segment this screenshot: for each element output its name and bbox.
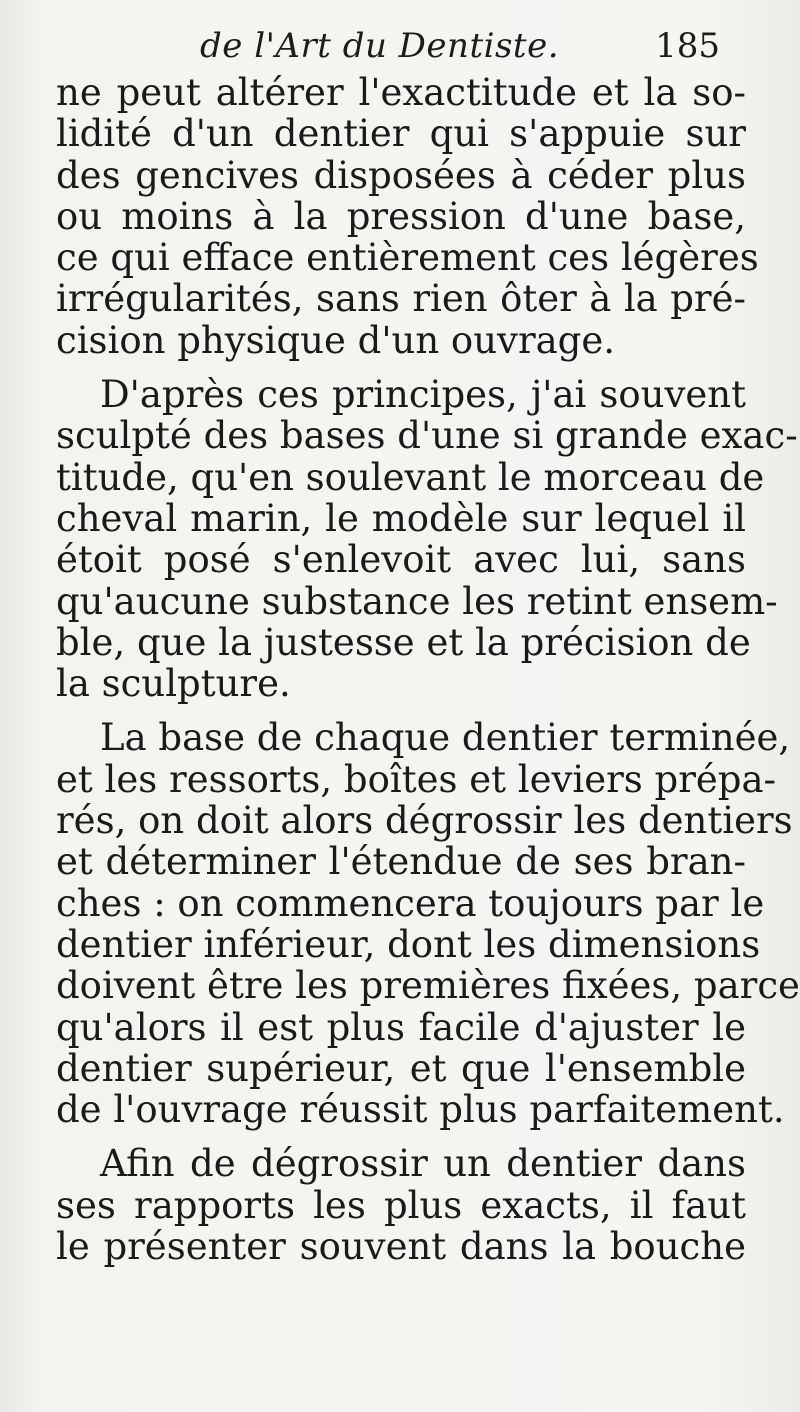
text-line: ses rapports les plus exacts, il faut (56, 1183, 746, 1227)
text-line: et déterminer l'étendue de ses bran- (56, 840, 746, 884)
text-line: La base de chaque dentier terminée, (100, 716, 791, 760)
text-line: sculpté des bases d'une si grande exac- (56, 414, 798, 458)
text-line: de l'ouvrage réussit plus parfaitement. (56, 1088, 785, 1132)
text-line: doivent être les premières fixées, parce (56, 964, 800, 1008)
text-line: dentier inférieur, dont les dimensions (56, 922, 761, 966)
body-text (56, 71, 800, 1280)
text-line: ce qui efface entièrement ces légères (56, 236, 759, 280)
page-header (60, 26, 720, 74)
paragraph-3 (56, 716, 800, 1132)
page-number: 185 (655, 26, 720, 66)
text-line: ou moins à la pression d'une base, (56, 194, 746, 238)
text-line: titude, qu'en soulevant le morceau de (56, 455, 765, 499)
text-line: dentier supérieur, et que l'ensemble (56, 1046, 746, 1090)
text-line: irrégularités, sans rien ôter à la pré- (56, 277, 746, 321)
paragraph-1 (56, 71, 759, 362)
text-line: ble, que la justesse et la précision de (56, 620, 751, 664)
text-line: la sculpture. (56, 662, 291, 706)
running-title: de l'Art du Dentiste. (200, 26, 560, 66)
paragraph-2 (56, 373, 798, 706)
text-line: et les ressorts, boîtes et leviers prépa- (56, 757, 777, 801)
text-line: des gencives disposées à céder plus (56, 153, 746, 197)
text-line: D'après ces principes, j'ai souvent (100, 373, 746, 417)
text-line: qu'alors il est plus facile d'ajuster le (56, 1005, 746, 1049)
text-line: le présenter souvent dans la bouche (56, 1225, 746, 1269)
text-line: Afin de dégrossir un dentier dans (100, 1142, 746, 1186)
text-line: cheval marin, le modèle sur lequel il (56, 496, 746, 540)
text-line: cision physique d'un ouvrage. (56, 318, 616, 362)
text-line: étoit posé s'enlevoit avec lui, sans (56, 538, 746, 582)
text-line: ches : on commencera toujours par le (56, 881, 765, 925)
text-line: ne peut altérer l'exactitude et la so- (56, 71, 746, 114)
text-line: rés, on doit alors dégrossir les dentiers (56, 799, 793, 843)
paragraph-4 (56, 1143, 746, 1267)
text-line: lidité d'un dentier qui s'appuie sur (56, 112, 746, 156)
text-line: qu'aucune substance les retint ensem- (56, 579, 778, 623)
